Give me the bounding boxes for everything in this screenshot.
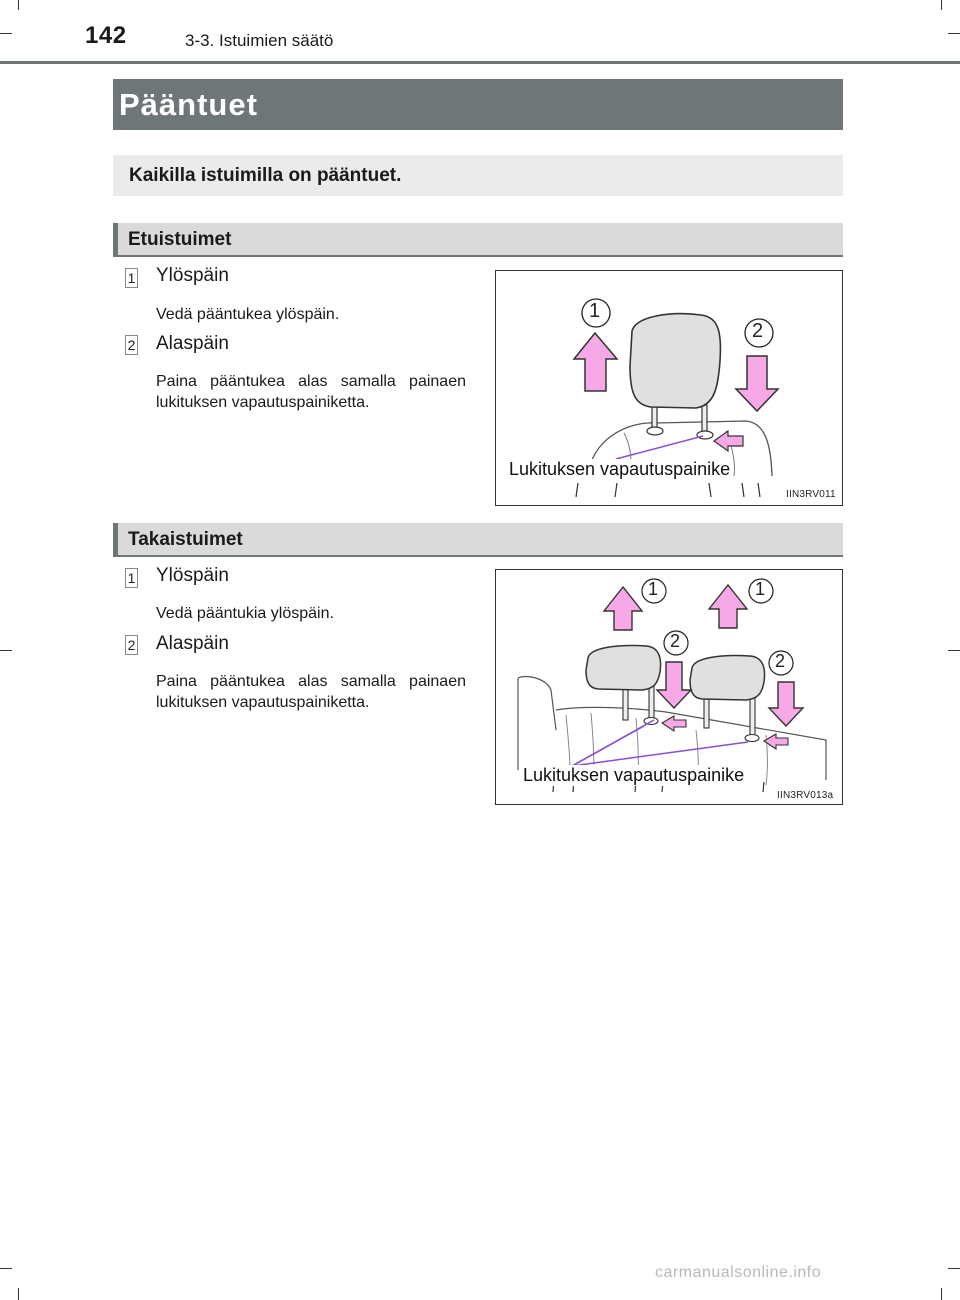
callout-number: 2 [670, 631, 681, 651]
step-number-badge: 2 [125, 335, 138, 355]
crop-mark [941, 0, 942, 10]
step-description: Paina pääntukea alas samalla painaen lukituksen vapautuspainiketta. [156, 673, 466, 711]
step-title: Alaspäin [156, 633, 229, 654]
front-seats-heading: Etuistuimet [113, 223, 843, 257]
step-title: Alaspäin [156, 333, 229, 354]
callout-number: 2 [775, 651, 786, 671]
crop-mark [18, 1288, 19, 1300]
header-divider [0, 61, 960, 64]
callout-number: 2 [752, 320, 764, 342]
page-number: 142 [85, 22, 127, 49]
crop-mark [948, 33, 960, 34]
figure-label: Lukituksen vapautuspainike [509, 459, 731, 479]
crop-mark [941, 1288, 942, 1300]
page-title: Pääntuet [113, 79, 843, 130]
step-title: Ylöspäin [156, 565, 229, 586]
front-headrest-figure [495, 270, 843, 506]
section-title: 3-3. Istuimien säätö [185, 31, 334, 50]
step-number-badge: 1 [125, 268, 138, 288]
crop-mark [948, 650, 960, 651]
crop-mark [18, 0, 19, 10]
callout-number: 1 [589, 300, 601, 322]
rear-seats-heading: Takaistuimet [113, 523, 843, 557]
intro-text: Kaikilla istuimilla on pääntuet. [113, 155, 843, 196]
step-description: Vedä pääntukea ylöspäin. [156, 306, 340, 323]
step-description: Paina pääntukea alas samalla painaen lukituksen vapautuspainiketta. [156, 373, 466, 411]
step-description: Vedä pääntukia ylöspäin. [156, 605, 334, 622]
callout-number: 1 [648, 579, 659, 599]
crop-mark [0, 33, 12, 34]
crop-mark [0, 650, 12, 651]
crop-mark [948, 1268, 960, 1269]
rear-headrest-figure [495, 569, 843, 805]
crop-mark [0, 1268, 12, 1269]
figure-code: IIN3RV013a [777, 790, 834, 801]
callout-number: 1 [755, 579, 766, 599]
watermark: carmanualsonline.info [655, 1264, 822, 1281]
step-number-badge: 2 [125, 635, 138, 655]
figure-label: Lukituksen vapautuspainike [523, 765, 745, 785]
figure-code: IIN3RV011 [786, 489, 836, 500]
step-title: Ylöspäin [156, 265, 229, 286]
step-number-badge: 1 [125, 568, 138, 588]
